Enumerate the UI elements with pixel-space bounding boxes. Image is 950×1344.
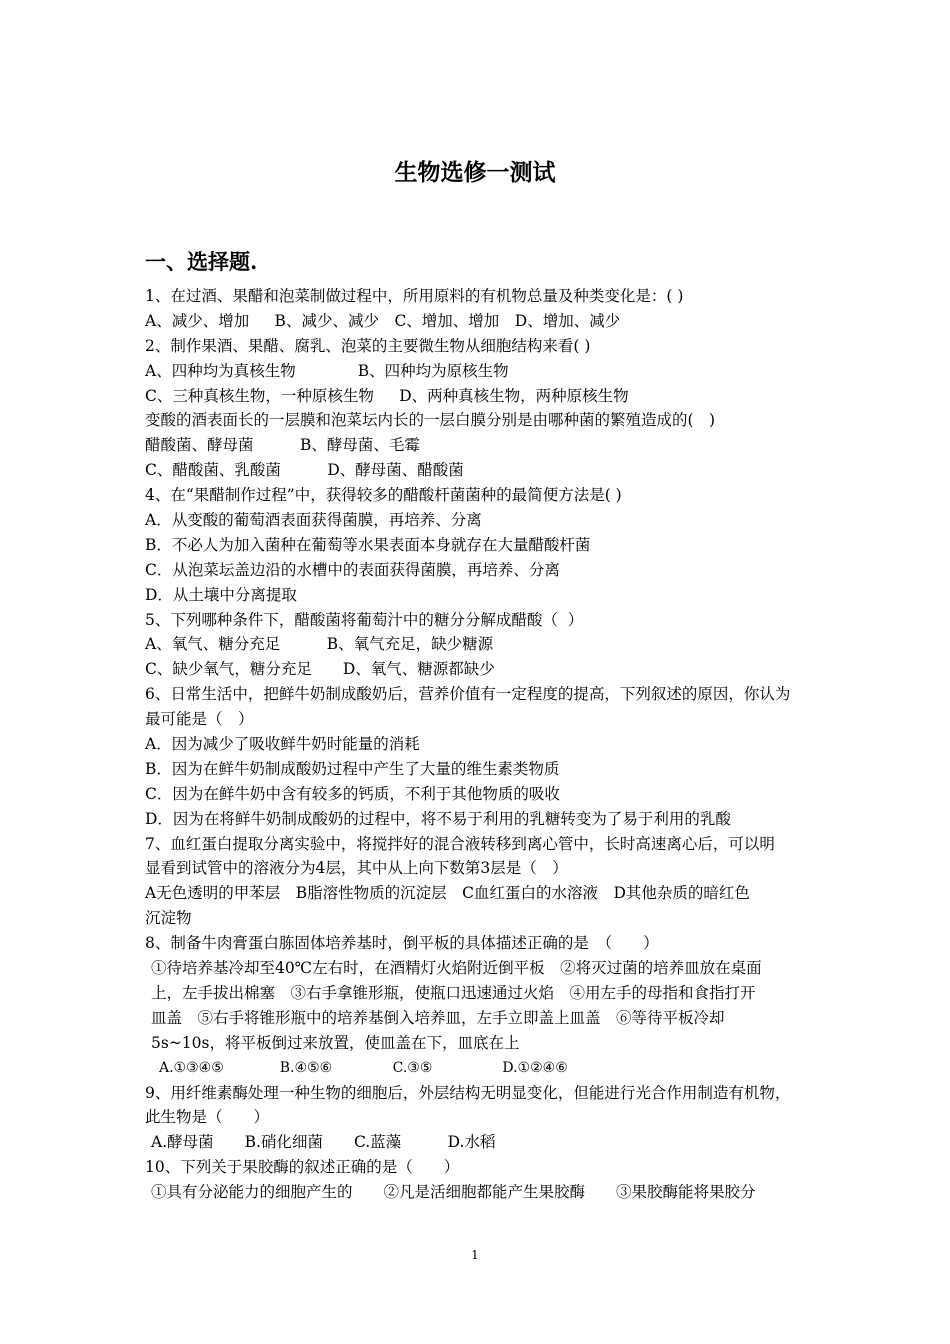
option-line: A.酵母菌 B.硝化细菌 C.蓝藻 D.水稻 — [151, 1133, 496, 1152]
statement-line: 5s~10s，将平板倒过来放置，使皿盖在下，皿底在上 — [151, 1033, 520, 1052]
option-line: C．从泡菜坛盖边沿的水槽中的表面获得菌膜，再培养、分离 — [145, 560, 560, 579]
option-line: A.①③④⑤ B.④⑤⑥ C.③⑤ D.①②④⑥ — [159, 1059, 568, 1076]
option-line: A．从变酸的葡萄酒表面获得菌膜，再培养、分离 — [145, 511, 482, 530]
statement-line: 上，左手拔出棉塞 ③右手拿锥形瓶，使瓶口迅速通过火焰 ④用左手的母指和食指打开 — [151, 983, 756, 1002]
section-heading: 一、选择题. — [145, 249, 258, 274]
question-line: 8、制备牛肉膏蛋白胨固体培养基时，倒平板的具体描述正确的是 （ ） — [145, 934, 659, 953]
option-line: B．因为在鲜牛奶制成酸奶过程中产生了大量的维生素类物质 — [145, 759, 560, 778]
option-line: C．因为在鲜牛奶中含有较多的钙质，不利于其他物质的吸收 — [145, 784, 560, 803]
question-line: 7、血红蛋白提取分离实验中，将搅拌好的混合液转移到离心管中，长时高速离心后，可以明 — [145, 834, 775, 853]
option-line: C、三种真核生物，一种原核生物 D、两种真核生物，两种原核生物 — [145, 386, 629, 405]
question-line: 5、下列哪种条件下，醋酸菌将葡萄汁中的糖分分解成醋酸（ ） — [145, 610, 584, 629]
option-line: B．不必人为加入菌种在葡萄等水果表面本身就存在大量醋酸杆菌 — [145, 535, 591, 554]
option-line: D．从土壤中分离提取 — [145, 585, 297, 604]
page-number: 1 — [471, 1248, 479, 1262]
option-line: A、氧气、糖分充足 B、氧气充足，缺少糖源 — [145, 635, 494, 654]
question-line: 2、制作果酒、果醋、腐乳、泡菜的主要微生物从细胞结构来看( ) — [145, 336, 591, 355]
option-line: A、减少、增加 B、减少、减少 C、增加、增加 D、增加、减少 — [145, 311, 621, 330]
option-line: A．因为减少了吸收鲜牛奶时能量的消耗 — [145, 735, 420, 754]
option-line: 沉淀物 — [145, 909, 192, 928]
question-line: 1、在过酒、果醋和泡菜制做过程中，所用原料的有机物总量及种类变化是：( ) — [145, 287, 684, 305]
question-line: 9、用纤维素酶处理一种生物的细胞后，外层结构无明显变化，但能进行光合作用制造有机物， — [145, 1083, 791, 1102]
statement-line: 皿盖 ⑤右手将锥形瓶中的培养基倒入培养皿，左手立即盖上皿盖 ⑥等待平板冷却 — [151, 1008, 725, 1027]
question-line: 显看到试管中的溶液分为4层，其中从上向下数第3层是（ ） — [145, 859, 568, 878]
question-line: 此生物是（ ） — [145, 1108, 270, 1127]
statement-line: ①具有分泌能力的细胞产生的 ②凡是活细胞都能产生果胶酶 ③果胶酶能将果胶分 — [151, 1183, 756, 1202]
statement-line: ①待培养基冷却至40℃左右时，在酒精灯火焰附近倒平板 ②将灭过菌的培养皿放在桌面 — [151, 959, 762, 978]
option-line: C、缺少氧气，糖分充足 D、氧气、糖源都缺少 — [145, 660, 495, 679]
question-line: 4、在“果醋制作过程”中，获得较多的醋酸杆菌菌种的最简便方法是( ) — [145, 486, 622, 505]
document-title: 生物选修一测试 — [394, 159, 556, 186]
option-line: C、醋酸菌、乳酸菌 D、酵母菌、醋酸菌 — [145, 461, 464, 480]
question-line: 6、日常生活中，把鲜牛奶制成酸奶后，营养价值有一定程度的提高，下列叙述的原因，你认为 — [145, 685, 791, 704]
option-line: A无色透明的甲苯层 B脂溶性物质的沉淀层 C血红蛋白的水溶液 D其他杂质的暗红色 — [145, 884, 750, 903]
option-line: A、四种均为真核生物 B、四种均为原核生物 — [145, 361, 509, 380]
question-line: 最可能是（ ） — [145, 710, 254, 729]
question-body — [145, 284, 825, 1205]
option-line: 醋酸菌、酵母菌 B、酵母菌、毛霉 — [145, 436, 420, 455]
option-line: D．因为在将鲜牛奶制成酸奶的过程中，将不易于利用的乳糖转变为了易于利用的乳酸 — [145, 809, 731, 828]
question-line: 10、下列关于果胶酶的叙述正确的是（ ） — [145, 1158, 460, 1177]
question-line: 变酸的酒表面长的一层膜和泡菜坛内长的一层白膜分别是由哪种菌的繁殖造成的( ) — [145, 411, 716, 430]
